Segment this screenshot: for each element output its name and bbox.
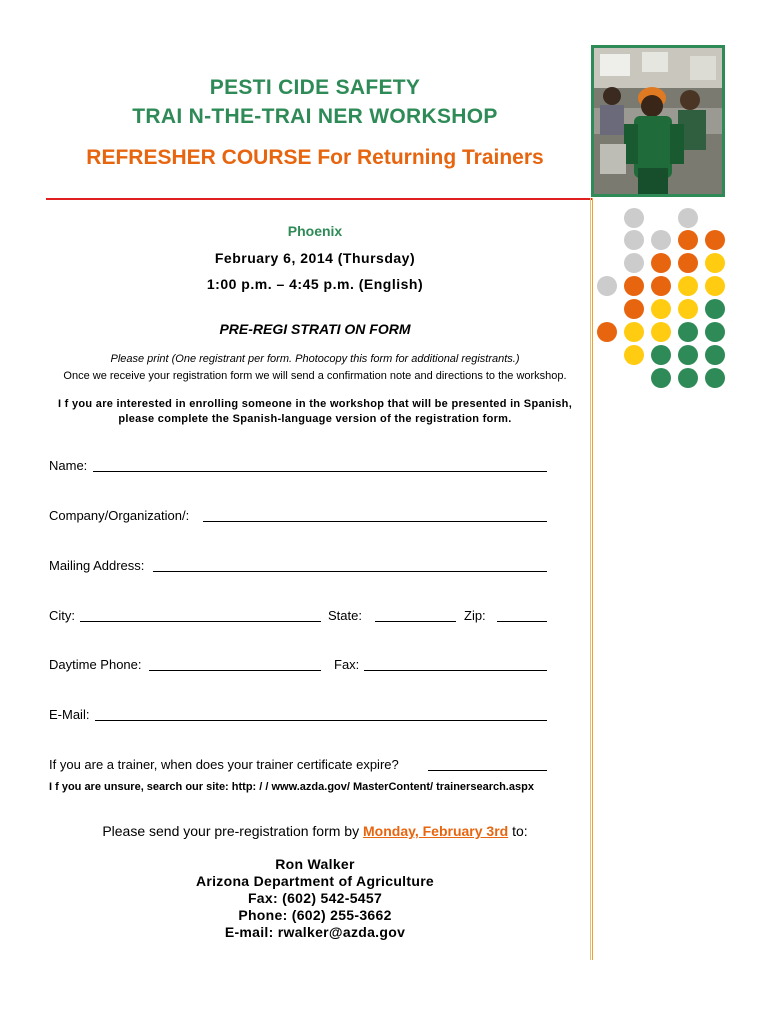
daytime-phone-label: Daytime Phone: xyxy=(49,657,142,672)
dot xyxy=(651,276,671,296)
mailing-address-label: Mailing Address: xyxy=(49,558,145,573)
state-field[interactable] xyxy=(375,621,456,622)
daytime-phone-field[interactable] xyxy=(149,670,321,671)
dot xyxy=(651,299,671,319)
dot xyxy=(705,276,725,296)
contact-phone: Phone: (602) 255-3662 xyxy=(238,907,392,923)
dot xyxy=(705,230,725,250)
dot xyxy=(651,322,671,342)
dot xyxy=(705,322,725,342)
print-note: Please print (One registrant per form. Photocopy this form for additional registrants.) xyxy=(110,353,520,365)
event-date: February 6, 2014 (Thursday) xyxy=(214,250,416,266)
dot xyxy=(705,299,725,319)
dot xyxy=(624,345,644,365)
dot xyxy=(678,230,698,250)
send-instructions xyxy=(30,823,600,839)
send-prefix: Please send your pre-registration form by xyxy=(102,823,363,839)
title-line-2: TRAI N-THE-TRAI NER WORKSHOP xyxy=(132,105,498,128)
contact-email: E-mail: rwalker@azda.gov xyxy=(224,924,406,940)
dot xyxy=(597,322,617,342)
trainer-expire-label: If you are a trainer, when does your trainer certificate expire? xyxy=(49,757,399,772)
dot xyxy=(705,253,725,273)
city-label: City: xyxy=(49,608,75,623)
dot xyxy=(624,276,644,296)
fax-label: Fax: xyxy=(334,657,360,672)
confirm-note: Once we receive your registration form we will send a confirmation note and directions to the workshop. xyxy=(63,370,567,382)
spanish-note-line-1: I f you are interested in enrolling someone in the workshop that will be presented in Spanish, xyxy=(57,398,573,410)
dot xyxy=(624,322,644,342)
dot xyxy=(678,208,698,228)
state-label: State: xyxy=(328,608,362,623)
send-suffix: to: xyxy=(508,823,528,839)
zip-label: Zip: xyxy=(464,608,486,623)
dot xyxy=(651,345,671,365)
dot xyxy=(624,299,644,319)
contact-fax: Fax: (602) 542-5457 xyxy=(247,890,383,906)
dot xyxy=(678,345,698,365)
contact-name: Ron Walker xyxy=(275,856,355,872)
fax-field[interactable] xyxy=(364,670,547,671)
dot xyxy=(705,345,725,365)
contact-org: Arizona Department of Agriculture xyxy=(195,873,435,889)
dot xyxy=(678,299,698,319)
subtitle: REFRESHER COURSE For Returning Trainers xyxy=(86,146,544,169)
dot xyxy=(678,253,698,273)
name-label: Name: xyxy=(49,458,88,473)
email-field[interactable] xyxy=(95,720,547,721)
dot xyxy=(597,276,617,296)
form-heading: PRE-REGI STRATI ON FORM xyxy=(219,321,411,337)
zip-field[interactable] xyxy=(497,621,547,622)
event-location: Phoenix xyxy=(287,223,343,239)
dot xyxy=(651,230,671,250)
dot xyxy=(678,276,698,296)
spanish-note-line-2: please complete the Spanish-language version of the registration form. xyxy=(118,413,512,425)
name-field[interactable] xyxy=(93,471,547,472)
dot xyxy=(678,368,698,388)
title-line-1: PESTI CIDE SAFETY xyxy=(209,76,421,99)
dot xyxy=(624,253,644,273)
trainer-search-note: I f you are unsure, search our site: http: / / www.azda.gov/ MasterContent/ trainersearch.aspx xyxy=(49,781,534,793)
event-time: 1:00 p.m. – 4:45 p.m. (English) xyxy=(206,276,424,292)
deadline: Monday, February 3rd xyxy=(363,823,509,839)
vertical-rule xyxy=(592,198,593,960)
mailing-address-field[interactable] xyxy=(153,571,547,572)
dot xyxy=(651,253,671,273)
dot xyxy=(678,322,698,342)
header-divider xyxy=(46,198,593,200)
dot xyxy=(624,208,644,228)
trainer-expire-field[interactable] xyxy=(428,770,547,771)
company-label: Company/Organization/: xyxy=(49,508,190,523)
company-field[interactable] xyxy=(203,521,547,522)
vertical-rule-shadow xyxy=(590,198,591,960)
dot xyxy=(651,368,671,388)
city-field[interactable] xyxy=(80,621,321,622)
email-label: E-Mail: xyxy=(49,707,90,722)
dot xyxy=(705,368,725,388)
dot xyxy=(624,230,644,250)
trainer-photo xyxy=(591,45,725,197)
